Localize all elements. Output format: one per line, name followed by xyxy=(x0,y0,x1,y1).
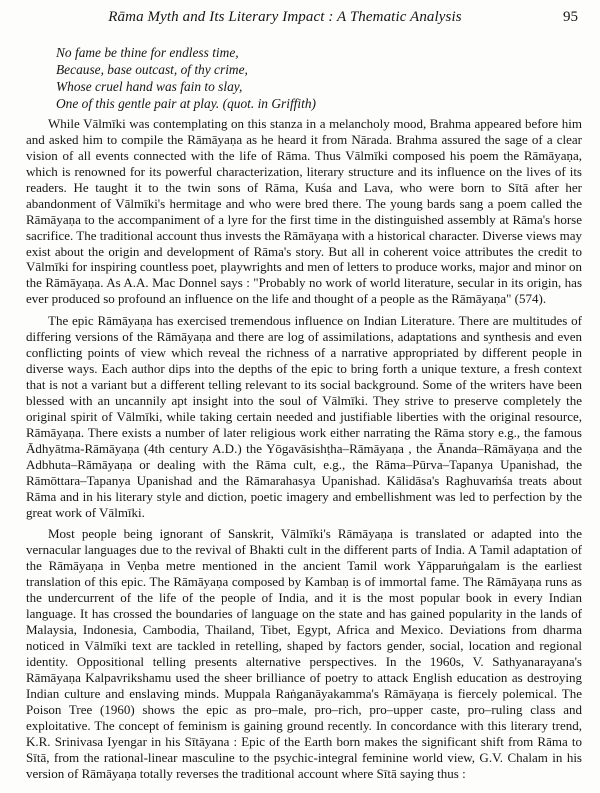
page-header xyxy=(30,9,580,31)
page-number: 95 xyxy=(563,9,578,25)
quoted-verse xyxy=(56,44,576,112)
body-text xyxy=(26,116,582,781)
paragraph-vernacular-adaptations: Most people being ignorant of Sanskrit, Vālmīki's Rāmāyaṇa is translated or adapted into the vernacular languages due to the revival of Bhakti cult in the different parts of India. A Tamil adaptation of the Rāmāyaṇa in Veṇba metre mentioned in the ancient Tamil work Yāpparuṅgalam is the earliest translation of this epic. The Rāmāyaṇa composed by Kambaṇ is of immortal fame. The Rāmāyaṇa runs as the undercurrent of the life of the people of India, and it is the most popular book in every Indian language. It has crossed the boundaries of language on the state and has gained popularity in the lands of Malaysia, Indonesia, Cambodia, Thailand, Tibet, Egypt, Africa and Mexico. Deviations from dharma noticed in Vālmīki text are tackled in retelling, shaped by factors gender, social, location and regional identity. Oppositional telling presents alternative perspectives. In the 1960s, V. Sathyanarayana's Rāmāyaṇa Kalpavrikshamu used the sheer brilliance of poetry to attack English education as destroying Indian culture and enslaving minds. Muppala Raṅganāyakamma's Rāmāyaṇa is fiercely polemical. The Poison Tree (1960) shows the epic as pro–male, pro–rich, pro–upper caste, pro–ruling class and exploitative. The concept of feminism is gaining ground recently. In concordance with this literary trend, K.R. Srinivasa Iyengar in his Sītāyana : Epic of the Earth born makes the significant shift from Rāma to Sītā, from the rational-linear masculine to the psychic-integral feminine world view, G.V. Chalam in his version of Rāmāyaṇa totally reverses the traditional account where Sītā saying thus : xyxy=(26,526,582,781)
paragraph-epic-influence: The epic Rāmāyaṇa has exercised tremendous influence on Indian Literature. There are multitudes of differing versions of the Rāmāyaṇa and there are log of assimilations, adaptations and synthesis and even conflicting points of view which reveal the richness of a narrative appropriated by different people in diverse ways. Each author dips into the depths of the epic to bring forth a unique texture, a fresh context that is not a variant but a different telling relevant to its social background. Some of the writers have been blessed with an uncannily apt insight into the soul of Vālmīki. They strive to preserve completely the original spirit of Vālmīki, while taking certain needed and justifiable liberties with the original resource, Rāmāyaṇa. There exists a number of later religious work either narrating the Rāma story e.g., the famous Ādhyātma-Rāmāyaṇa (4th century A.D.) the Yōgavāsishṭha–Rāmāyaṇa , the Ānanda–Rāmāyaṇa and the Adbhuta–Rāmāyaṇa or dealing with the Rāma cult, e.g., the Rāma–Pūrva–Tapanya Upanishad, the Rāmōttara–Tapanya Upanishad and the Rāmarahasya Upanishad. Kālidāsa's Raghuvaṁśa treats about Rāma and in his literary style and diction, poetic imagery and embellishment was led to perfection by the great work of Vālmīki. xyxy=(26,313,582,520)
running-title: Rāma Myth and Its Literary Impact : A Thematic Analysis xyxy=(108,9,462,25)
verse-line: Because, base outcast, of thy crime, xyxy=(56,62,248,77)
paragraph-valmiki-composition: While Vālmīki was contemplating on this stanza in a melancholy mood, Brahma appeared before him and asked him to compile the Rāmāyaṇa as he heard it from Nārada. Brahma assured the sage of a clear vision of all events connected with the life of Rāma. Thus Vālmīki composed his poem the Rāmāyaṇa, which is renowned for its powerful characterization, literary structure and its influence on the lives of its readers. He taught it to the twin sons of Rāma, Kuśa and Lava, who were born to Sītā after her abandonment of Vālmīki's hermitage and who were bred there. The young bards sang a poem called the Rāmāyaṇa to the accompaniment of a lyre for the first time in the distinguished assembly at Rāma's horse sacrifice. The traditional account thus invests the Rāmāyaṇa with a historical character. Diverse views may exist about the origin and development of Rāma's story. But all in coherent voice attributes the credit to Vālmīki for inspiring countless poet, playwrights and men of letters to produce works, major and minor on the Rāmāyaṇa. As A.A. Mac Donnel says : "Probably no work of world literature, secular in its origin, has ever produced so profound an influence on the life and thought of a people as the Rāmāyaṇa" (574). xyxy=(26,116,582,307)
verse-line: One of this gentle pair at play. (quot. in Griffith) xyxy=(56,96,316,111)
verse-line: Whose cruel hand was fain to slay, xyxy=(56,79,243,94)
verse-line: No fame be thine for endless time, xyxy=(56,45,239,60)
